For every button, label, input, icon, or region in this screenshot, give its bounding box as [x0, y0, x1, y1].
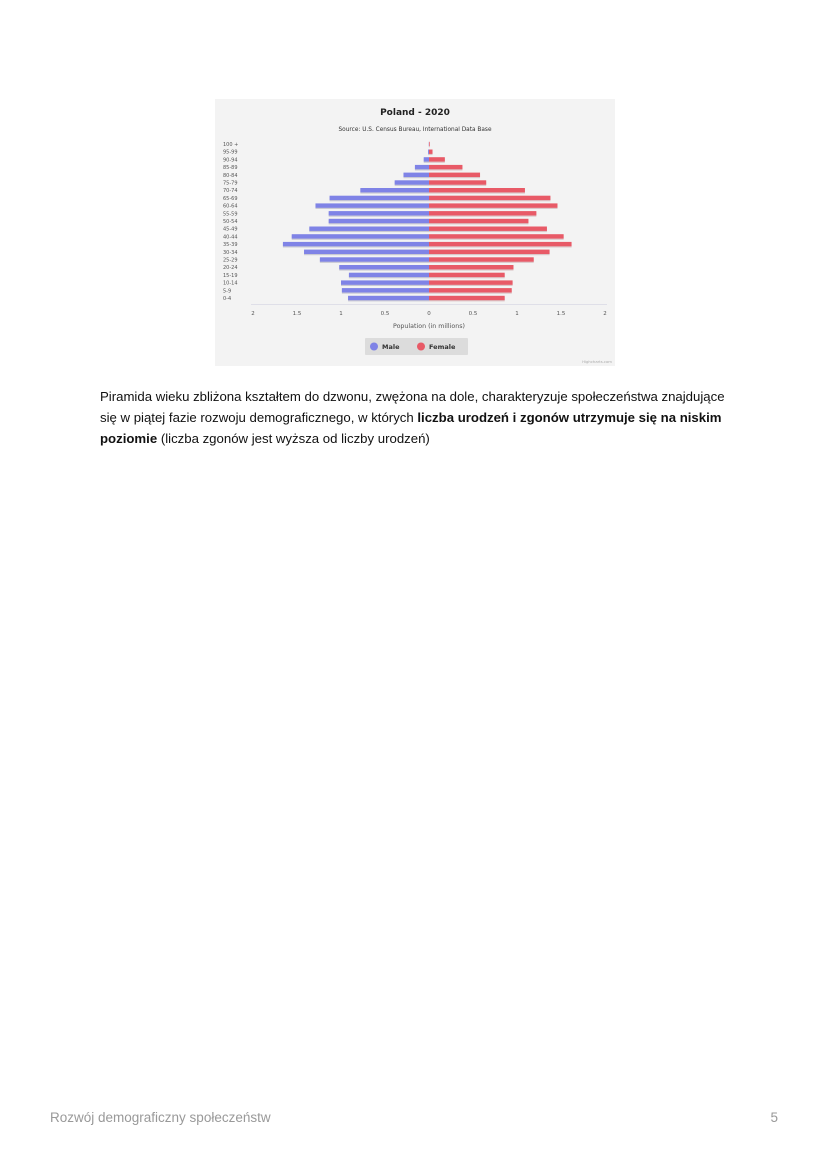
chart-title: Poland - 2020	[380, 108, 450, 118]
age-group-label: 0-4	[223, 296, 232, 302]
male-bar[interactable]	[415, 165, 429, 169]
female-bar[interactable]	[429, 165, 462, 169]
population-pyramid-chart	[215, 99, 615, 366]
age-group-label: 40-44	[223, 234, 238, 241]
male-bar[interactable]	[315, 203, 429, 207]
x-tick-label: 2	[603, 311, 607, 317]
x-axis-label: Population (in millions)	[393, 323, 465, 330]
female-bar[interactable]	[429, 173, 480, 177]
chart-subtitle: Source: U.S. Census Bureau, International Data Base	[338, 127, 492, 133]
x-tick-label: 0.5	[468, 311, 478, 317]
female-bar[interactable]	[429, 157, 445, 161]
age-group-label: 85-89	[223, 165, 238, 172]
age-group-label: 70-74	[223, 188, 238, 195]
male-bar[interactable]	[309, 227, 429, 231]
male-bar[interactable]	[342, 288, 429, 292]
chart-legend	[365, 338, 468, 355]
age-group-label: 95-99	[223, 149, 238, 156]
female-bar[interactable]	[429, 142, 430, 146]
legend-female-marker[interactable]	[417, 343, 425, 351]
age-group-label: 75-79	[223, 180, 238, 187]
male-bar[interactable]	[424, 157, 429, 161]
age-group-label: 65-69	[223, 195, 238, 202]
male-bar[interactable]	[395, 180, 429, 184]
male-bar[interactable]	[320, 257, 429, 261]
female-bar[interactable]	[429, 203, 557, 207]
age-group-label: 60-64	[223, 203, 238, 210]
age-group-label: 50-54	[223, 219, 238, 225]
footer-document-title: Rozwój demograficzny społeczeństw	[50, 1110, 271, 1125]
age-group-label: 55-59	[223, 211, 238, 218]
age-group-label: 45-49	[223, 226, 238, 233]
male-bar[interactable]	[341, 280, 429, 284]
male-bar[interactable]	[403, 173, 429, 177]
female-bar[interactable]	[429, 288, 512, 292]
age-group-label: 5-9	[223, 288, 232, 295]
male-bar[interactable]	[349, 273, 429, 277]
age-group-label: 15-19	[223, 272, 238, 279]
female-bar[interactable]	[429, 296, 505, 300]
male-bar[interactable]	[283, 242, 429, 246]
legend-male-marker[interactable]	[370, 343, 378, 351]
male-bar[interactable]	[329, 211, 429, 215]
age-group-label: 25-29	[223, 257, 238, 264]
x-tick-label: 1.5	[292, 311, 302, 317]
legend-male-label[interactable]: Male	[382, 343, 400, 351]
x-tick-label: 1	[515, 311, 519, 317]
male-bar[interactable]	[360, 188, 429, 192]
age-group-label: 80-84	[223, 172, 238, 179]
male-bar[interactable]	[304, 250, 429, 254]
age-group-label: 100 +	[223, 142, 239, 148]
female-bar[interactable]	[429, 150, 433, 154]
female-bar[interactable]	[429, 180, 486, 184]
x-tick-label: 2	[251, 311, 255, 317]
female-bar[interactable]	[429, 211, 536, 215]
female-bar[interactable]	[429, 227, 547, 231]
female-bar[interactable]	[429, 257, 534, 261]
age-group-label: 90-94	[223, 157, 238, 164]
age-group-label: 35-39	[223, 242, 238, 249]
male-bar[interactable]	[292, 234, 429, 238]
population-pyramid-figure	[215, 99, 615, 366]
age-group-label: 30-34	[223, 249, 238, 256]
male-bar[interactable]	[330, 196, 429, 200]
male-bar[interactable]	[329, 219, 429, 223]
chart-credit[interactable]: Highcharts.com	[582, 359, 612, 364]
description-paragraph	[100, 386, 740, 449]
female-bar[interactable]	[429, 265, 513, 269]
female-bar[interactable]	[429, 188, 525, 192]
age-group-label: 10-14	[223, 280, 238, 287]
paragraph-text-end: (liczba zgonów jest wyższa od liczby urodzeń)	[157, 431, 430, 446]
female-bar[interactable]	[429, 273, 505, 277]
x-tick-label: 0	[427, 311, 431, 317]
female-bar[interactable]	[429, 219, 528, 223]
x-tick-label: 0.5	[380, 311, 390, 317]
x-tick-label: 1.5	[556, 311, 566, 317]
paragraph-bold-text: liczba urodzeń i zgonów utrzymuje się na niskim poziomie	[100, 410, 722, 446]
paragraph-text-start: Piramida wieku zbliżona kształtem do dzwonu, zwężona na dole, charakteryzuje społeczeństwa znajdujące się w piątej fazie rozwoju demograficznego, w których	[100, 389, 725, 425]
female-bar[interactable]	[429, 280, 513, 284]
male-bar[interactable]	[339, 265, 429, 269]
age-group-label: 20-24	[223, 265, 238, 272]
female-bar[interactable]	[429, 242, 572, 246]
male-bar[interactable]	[428, 150, 429, 154]
page-number: 5	[770, 1110, 778, 1125]
legend-female-label[interactable]: Female	[429, 343, 456, 351]
female-bar[interactable]	[429, 196, 550, 200]
x-tick-label: 1	[339, 311, 343, 317]
male-bar[interactable]	[348, 296, 429, 300]
female-bar[interactable]	[429, 250, 550, 254]
female-bar[interactable]	[429, 234, 564, 238]
